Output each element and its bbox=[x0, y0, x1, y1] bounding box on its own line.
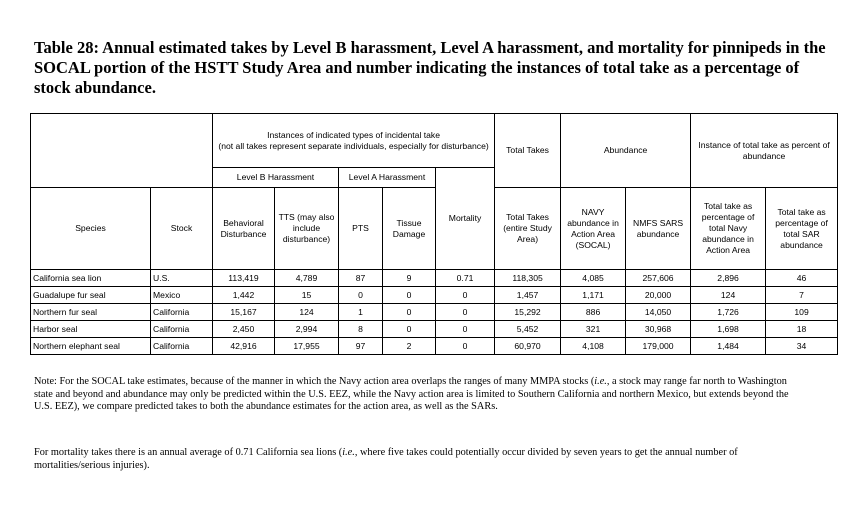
col-mortality-header: Mortality bbox=[436, 168, 495, 270]
mortality-note-text-b: , where five takes could potentially occur divided by seven years to get the annual number of mortalities/serious injuries). bbox=[34, 447, 738, 471]
navy-abundance-cell: 321 bbox=[561, 321, 626, 338]
stock-cell: California bbox=[151, 338, 213, 355]
note-text-b: , a stock may range far north to Washington state and beyond and abundance may only be predicted within the U.S. EEZ, while the Navy action area is limited to Southern California and northern Mexico, but extends beyond the U.S. EEZ), we compare predicted takes to both the abundance estimates for the action area, as well as the SARs. bbox=[34, 376, 789, 413]
pts-cell: 8 bbox=[339, 321, 383, 338]
pct-navy-cell: 1,484 bbox=[691, 338, 766, 355]
tts-cell: 124 bbox=[275, 304, 339, 321]
tts-cell: 4,789 bbox=[275, 270, 339, 287]
total-cell: 15,292 bbox=[495, 304, 561, 321]
col-pts-header: PTS bbox=[339, 188, 383, 270]
pct-sar-cell: 34 bbox=[766, 338, 838, 355]
species-cell: Northern fur seal bbox=[31, 304, 151, 321]
note-ie: i.e. bbox=[594, 376, 607, 387]
pts-cell: 0 bbox=[339, 287, 383, 304]
tts-cell: 15 bbox=[275, 287, 339, 304]
mortality-cell: 0 bbox=[436, 287, 495, 304]
mortality-cell: 0.71 bbox=[436, 270, 495, 287]
table-note bbox=[34, 376, 794, 414]
pts-cell: 1 bbox=[339, 304, 383, 321]
species-cell: Harbor seal bbox=[31, 321, 151, 338]
group-percent-header: Instance of total take as percent of abundance bbox=[691, 114, 838, 188]
table-row bbox=[31, 304, 838, 321]
behavioral-cell: 15,167 bbox=[213, 304, 275, 321]
total-cell: 1,457 bbox=[495, 287, 561, 304]
species-cell: Northern elephant seal bbox=[31, 338, 151, 355]
pts-cell: 87 bbox=[339, 270, 383, 287]
tissue-cell: 0 bbox=[383, 304, 436, 321]
table-row bbox=[31, 270, 838, 287]
blank-header-cell bbox=[31, 114, 213, 188]
mortality-cell: 0 bbox=[436, 338, 495, 355]
col-nmfs-abundance-header: NMFS SARS abundance bbox=[626, 188, 691, 270]
table-row bbox=[31, 338, 838, 355]
group-incidental-line1: Instances of indicated types of incidental take bbox=[267, 129, 440, 140]
behavioral-cell: 1,442 bbox=[213, 287, 275, 304]
pct-sar-cell: 18 bbox=[766, 321, 838, 338]
mortality-note-text-a: For mortality takes there is an annual average of 0.71 California sea lions ( bbox=[34, 447, 343, 458]
mortality-note bbox=[34, 447, 794, 472]
nmfs-abundance-cell: 14,050 bbox=[626, 304, 691, 321]
pts-cell: 97 bbox=[339, 338, 383, 355]
total-cell: 118,305 bbox=[495, 270, 561, 287]
header-row-columns bbox=[31, 188, 838, 270]
behavioral-cell: 42,916 bbox=[213, 338, 275, 355]
pct-navy-cell: 2,896 bbox=[691, 270, 766, 287]
nmfs-abundance-cell: 30,968 bbox=[626, 321, 691, 338]
pct-sar-cell: 7 bbox=[766, 287, 838, 304]
group-incidental-header bbox=[213, 114, 495, 168]
pct-navy-cell: 1,698 bbox=[691, 321, 766, 338]
navy-abundance-cell: 4,108 bbox=[561, 338, 626, 355]
tts-cell: 2,994 bbox=[275, 321, 339, 338]
behavioral-cell: 2,450 bbox=[213, 321, 275, 338]
col-tissue-header: Tissue Damage bbox=[383, 188, 436, 270]
sub-level-a-header: Level A Harassment bbox=[339, 168, 436, 188]
mortality-cell: 0 bbox=[436, 321, 495, 338]
takes-table bbox=[30, 113, 838, 355]
col-stock-header: Stock bbox=[151, 188, 213, 270]
note-text-a: Note: For the SOCAL take estimates, because of the manner in which the Navy action area overlaps the ranges of many MMPA stocks ( bbox=[34, 376, 595, 387]
navy-abundance-cell: 1,171 bbox=[561, 287, 626, 304]
col-tts-header: TTS (may also include disturbance) bbox=[275, 188, 339, 270]
col-navy-abundance-header: NAVY abundance in Action Area (SOCAL) bbox=[561, 188, 626, 270]
pct-navy-cell: 1,726 bbox=[691, 304, 766, 321]
table-title: Table 28: Annual estimated takes by Level B harassment, Level A harassment, and mortality for pinnipeds in the SOCAL portion of the HSTT Study Area and number indicating the instances of total take as a percentage of stock abundance. bbox=[34, 38, 826, 97]
navy-abundance-cell: 4,085 bbox=[561, 270, 626, 287]
nmfs-abundance-cell: 20,000 bbox=[626, 287, 691, 304]
total-cell: 5,452 bbox=[495, 321, 561, 338]
pct-sar-cell: 109 bbox=[766, 304, 838, 321]
nmfs-abundance-cell: 179,000 bbox=[626, 338, 691, 355]
col-pct-sar-header: Total take as percentage of total SAR abundance bbox=[766, 188, 838, 270]
pct-sar-cell: 46 bbox=[766, 270, 838, 287]
total-cell: 60,970 bbox=[495, 338, 561, 355]
col-pct-navy-header: Total take as percentage of total Navy abundance in Action Area bbox=[691, 188, 766, 270]
stock-cell: California bbox=[151, 321, 213, 338]
species-cell: Guadalupe fur seal bbox=[31, 287, 151, 304]
col-total-entire-header: Total Takes (entire Study Area) bbox=[495, 188, 561, 270]
mortality-note-ie: i.e. bbox=[342, 447, 355, 458]
col-behavioral-header: Behavioral Disturbance bbox=[213, 188, 275, 270]
stock-cell: California bbox=[151, 304, 213, 321]
mortality-cell: 0 bbox=[436, 304, 495, 321]
table-row bbox=[31, 287, 838, 304]
tissue-cell: 0 bbox=[383, 287, 436, 304]
tissue-cell: 0 bbox=[383, 321, 436, 338]
header-row-groups bbox=[31, 114, 838, 168]
group-abundance-header: Abundance bbox=[561, 114, 691, 188]
stock-cell: U.S. bbox=[151, 270, 213, 287]
behavioral-cell: 113,419 bbox=[213, 270, 275, 287]
pct-navy-cell: 124 bbox=[691, 287, 766, 304]
navy-abundance-cell: 886 bbox=[561, 304, 626, 321]
nmfs-abundance-cell: 257,606 bbox=[626, 270, 691, 287]
tissue-cell: 9 bbox=[383, 270, 436, 287]
species-cell: California sea lion bbox=[31, 270, 151, 287]
table-row bbox=[31, 321, 838, 338]
group-incidental-line2: (not all takes represent separate individuals, especially for disturbance) bbox=[218, 140, 489, 151]
stock-cell: Mexico bbox=[151, 287, 213, 304]
tissue-cell: 2 bbox=[383, 338, 436, 355]
tts-cell: 17,955 bbox=[275, 338, 339, 355]
col-species-header: Species bbox=[31, 188, 151, 270]
sub-level-b-header: Level B Harassment bbox=[213, 168, 339, 188]
group-total-takes-header: Total Takes bbox=[495, 114, 561, 188]
